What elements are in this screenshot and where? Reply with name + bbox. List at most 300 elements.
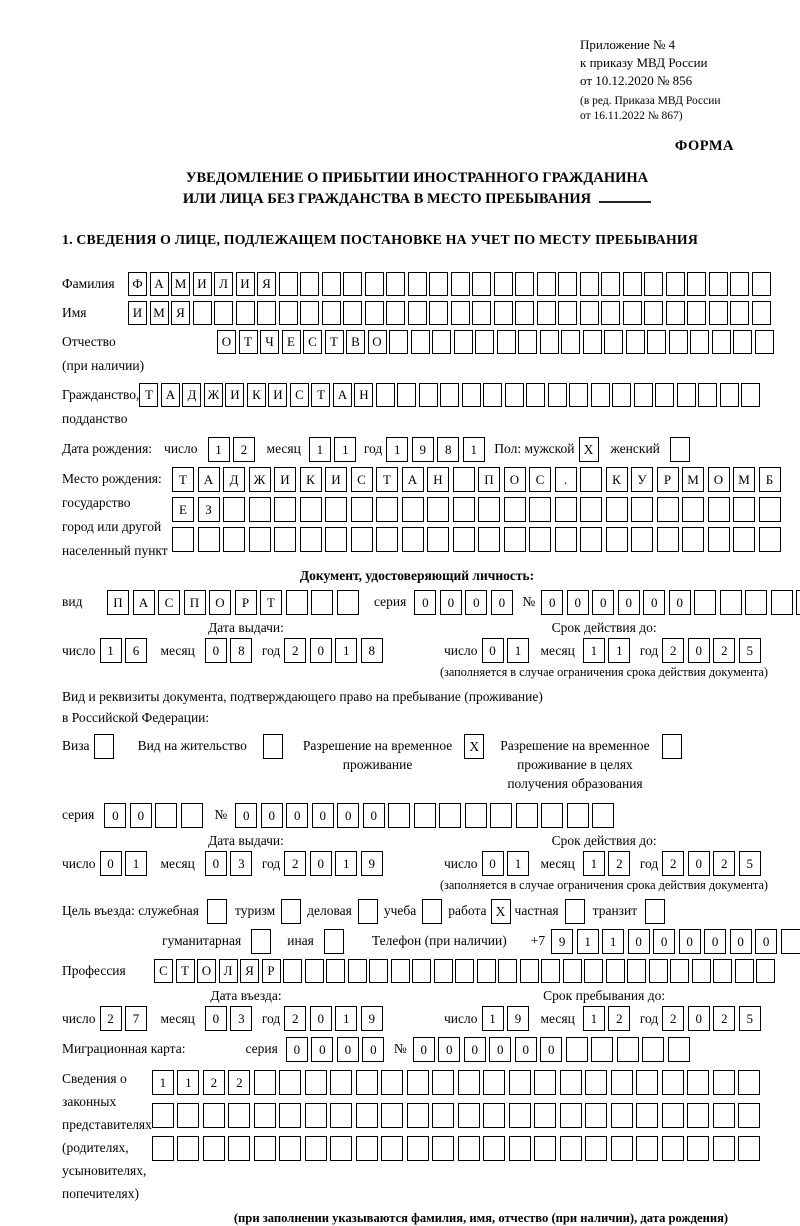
purpose-other-checkbox[interactable] xyxy=(324,929,344,954)
form-cell[interactable] xyxy=(483,1070,505,1095)
purpose-private-checkbox[interactable] xyxy=(565,899,585,924)
form-cell[interactable]: О xyxy=(209,590,231,615)
form-cell[interactable] xyxy=(305,959,324,983)
form-cell[interactable]: 9 xyxy=(551,929,573,954)
form-cell[interactable]: 0 xyxy=(312,803,334,828)
form-cell[interactable]: 1 xyxy=(177,1070,199,1095)
form-cell[interactable]: А xyxy=(161,383,180,407)
form-cell[interactable] xyxy=(666,301,685,325)
form-cell[interactable]: 0 xyxy=(688,851,710,876)
form-cell[interactable] xyxy=(516,803,538,828)
form-cell[interactable] xyxy=(529,497,551,522)
form-cell[interactable] xyxy=(330,1103,352,1128)
form-cell[interactable]: 1 xyxy=(482,1006,504,1031)
form-cell[interactable]: 0 xyxy=(363,803,385,828)
form-cell[interactable] xyxy=(381,1103,403,1128)
form-cell[interactable] xyxy=(453,527,475,552)
form-cell[interactable]: 9 xyxy=(361,1006,383,1031)
form-cell[interactable] xyxy=(376,497,398,522)
form-cell[interactable]: 0 xyxy=(592,590,614,615)
form-cell[interactable]: М xyxy=(150,301,169,325)
form-cell[interactable]: 0 xyxy=(464,1037,486,1062)
form-cell[interactable] xyxy=(666,272,685,296)
form-cell[interactable]: Р xyxy=(657,467,679,492)
form-cell[interactable] xyxy=(585,1136,607,1161)
form-cell[interactable]: 0 xyxy=(286,1037,308,1062)
form-cell[interactable]: 0 xyxy=(653,929,675,954)
form-cell[interactable]: 1 xyxy=(335,1006,357,1031)
form-cell[interactable] xyxy=(337,590,359,615)
form-cell[interactable]: 0 xyxy=(730,929,752,954)
form-cell[interactable] xyxy=(759,527,781,552)
form-cell[interactable] xyxy=(330,1136,352,1161)
form-cell[interactable]: С xyxy=(290,383,309,407)
form-cell[interactable]: 0 xyxy=(310,638,332,663)
form-cell[interactable]: С xyxy=(529,467,551,492)
form-cell[interactable]: О xyxy=(197,959,216,983)
form-cell[interactable]: 0 xyxy=(688,1006,710,1031)
form-cell[interactable]: П xyxy=(184,590,206,615)
form-cell[interactable] xyxy=(730,272,749,296)
form-cell[interactable]: Т xyxy=(139,383,158,407)
form-cell[interactable] xyxy=(305,1070,327,1095)
form-cell[interactable]: 0 xyxy=(438,1037,460,1062)
form-cell[interactable] xyxy=(434,959,453,983)
form-cell[interactable] xyxy=(172,527,194,552)
form-cell[interactable] xyxy=(305,1103,327,1128)
form-cell[interactable]: М xyxy=(171,272,190,296)
form-cell[interactable] xyxy=(305,1136,327,1161)
form-cell[interactable] xyxy=(458,1103,480,1128)
form-cell[interactable] xyxy=(529,527,551,552)
form-cell[interactable]: Т xyxy=(311,383,330,407)
form-cell[interactable] xyxy=(279,1103,301,1128)
form-cell[interactable] xyxy=(580,527,602,552)
form-cell[interactable] xyxy=(381,1070,403,1095)
form-cell[interactable]: 2 xyxy=(713,638,735,663)
form-cell[interactable]: И xyxy=(325,467,347,492)
form-cell[interactable] xyxy=(152,1103,174,1128)
form-cell[interactable] xyxy=(453,467,475,492)
form-cell[interactable] xyxy=(483,383,502,407)
form-cell[interactable] xyxy=(631,527,653,552)
form-cell[interactable] xyxy=(515,272,534,296)
form-cell[interactable]: О xyxy=(708,467,730,492)
form-cell[interactable]: Т xyxy=(239,330,258,354)
form-cell[interactable] xyxy=(580,467,602,492)
form-cell[interactable] xyxy=(402,527,424,552)
form-cell[interactable]: А xyxy=(150,272,169,296)
form-cell[interactable]: Б xyxy=(759,467,781,492)
form-cell[interactable]: 0 xyxy=(489,1037,511,1062)
form-cell[interactable] xyxy=(458,1070,480,1095)
form-cell[interactable]: 2 xyxy=(608,1006,630,1031)
form-cell[interactable] xyxy=(407,1070,429,1095)
form-cell[interactable]: С xyxy=(303,330,322,354)
form-cell[interactable]: 1 xyxy=(507,851,529,876)
form-cell[interactable] xyxy=(592,803,614,828)
form-cell[interactable] xyxy=(756,959,775,983)
form-cell[interactable]: 0 xyxy=(704,929,726,954)
form-cell[interactable] xyxy=(709,272,728,296)
form-cell[interactable] xyxy=(432,330,451,354)
form-cell[interactable]: 0 xyxy=(643,590,665,615)
form-cell[interactable]: 0 xyxy=(688,638,710,663)
form-cell[interactable] xyxy=(203,1103,225,1128)
form-cell[interactable]: 1 xyxy=(334,437,356,462)
form-cell[interactable]: 0 xyxy=(310,1006,332,1031)
form-cell[interactable] xyxy=(254,1136,276,1161)
form-cell[interactable] xyxy=(408,301,427,325)
form-cell[interactable] xyxy=(325,497,347,522)
form-cell[interactable] xyxy=(356,1136,378,1161)
form-cell[interactable] xyxy=(249,527,271,552)
form-cell[interactable]: 2 xyxy=(228,1070,250,1095)
form-cell[interactable]: Н xyxy=(354,383,373,407)
form-cell[interactable]: Я xyxy=(171,301,190,325)
form-cell[interactable]: И xyxy=(268,383,287,407)
form-cell[interactable] xyxy=(694,590,716,615)
form-cell[interactable]: 0 xyxy=(205,851,227,876)
form-cell[interactable] xyxy=(591,1037,613,1062)
form-cell[interactable] xyxy=(402,497,424,522)
form-cell[interactable] xyxy=(254,1103,276,1128)
form-cell[interactable]: 1 xyxy=(583,851,605,876)
form-cell[interactable] xyxy=(407,1136,429,1161)
purpose-tourism-checkbox[interactable] xyxy=(281,899,301,924)
form-cell[interactable] xyxy=(381,1136,403,1161)
form-cell[interactable]: 2 xyxy=(284,851,306,876)
form-cell[interactable] xyxy=(389,330,408,354)
form-cell[interactable] xyxy=(569,383,588,407)
form-cell[interactable]: М xyxy=(682,467,704,492)
form-cell[interactable]: 3 xyxy=(230,851,252,876)
form-cell[interactable] xyxy=(655,383,674,407)
form-cell[interactable] xyxy=(781,929,800,954)
form-cell[interactable] xyxy=(649,959,668,983)
form-cell[interactable]: Н xyxy=(427,467,449,492)
form-cell[interactable] xyxy=(504,527,526,552)
form-cell[interactable] xyxy=(738,1136,760,1161)
form-cell[interactable]: 1 xyxy=(608,638,630,663)
form-cell[interactable] xyxy=(687,1136,709,1161)
form-cell[interactable] xyxy=(453,497,475,522)
form-cell[interactable]: 5 xyxy=(739,638,761,663)
form-cell[interactable] xyxy=(687,1070,709,1095)
form-cell[interactable]: 0 xyxy=(205,1006,227,1031)
form-cell[interactable] xyxy=(351,527,373,552)
form-cell[interactable]: 2 xyxy=(203,1070,225,1095)
form-cell[interactable] xyxy=(311,590,333,615)
form-cell[interactable] xyxy=(636,1136,658,1161)
form-cell[interactable]: Л xyxy=(219,959,238,983)
form-cell[interactable] xyxy=(662,1136,684,1161)
form-cell[interactable] xyxy=(465,803,487,828)
form-cell[interactable]: 0 xyxy=(567,590,589,615)
form-cell[interactable] xyxy=(351,497,373,522)
form-cell[interactable]: 9 xyxy=(412,437,434,462)
form-cell[interactable]: 0 xyxy=(628,929,650,954)
form-cell[interactable] xyxy=(386,272,405,296)
form-cell[interactable] xyxy=(634,383,653,407)
form-cell[interactable]: 1 xyxy=(335,851,357,876)
form-cell[interactable] xyxy=(300,272,319,296)
form-cell[interactable] xyxy=(429,272,448,296)
form-cell[interactable]: 2 xyxy=(662,851,684,876)
form-cell[interactable] xyxy=(623,272,642,296)
form-cell[interactable]: Ч xyxy=(260,330,279,354)
form-cell[interactable] xyxy=(494,301,513,325)
form-cell[interactable] xyxy=(735,959,754,983)
form-cell[interactable] xyxy=(462,383,481,407)
form-cell[interactable] xyxy=(429,301,448,325)
form-cell[interactable] xyxy=(627,959,646,983)
form-cell[interactable] xyxy=(583,330,602,354)
residence-permit-checkbox[interactable] xyxy=(263,734,283,759)
form-cell[interactable] xyxy=(580,497,602,522)
form-cell[interactable]: 0 xyxy=(413,1037,435,1062)
form-cell[interactable] xyxy=(279,1070,301,1095)
form-cell[interactable]: 0 xyxy=(679,929,701,954)
form-cell[interactable] xyxy=(439,803,461,828)
form-cell[interactable] xyxy=(752,301,771,325)
form-cell[interactable]: И xyxy=(128,301,147,325)
form-cell[interactable] xyxy=(698,383,717,407)
form-cell[interactable]: З xyxy=(198,497,220,522)
form-cell[interactable] xyxy=(566,1037,588,1062)
form-cell[interactable] xyxy=(412,959,431,983)
purpose-study-checkbox[interactable] xyxy=(422,899,442,924)
form-cell[interactable] xyxy=(668,1037,690,1062)
form-cell[interactable]: Т xyxy=(325,330,344,354)
form-cell[interactable]: 2 xyxy=(284,1006,306,1031)
form-cell[interactable]: 0 xyxy=(491,590,513,615)
form-cell[interactable]: О xyxy=(368,330,387,354)
form-cell[interactable] xyxy=(155,803,177,828)
form-cell[interactable]: 0 xyxy=(482,851,504,876)
form-cell[interactable] xyxy=(369,959,388,983)
form-cell[interactable] xyxy=(580,272,599,296)
form-cell[interactable] xyxy=(483,1136,505,1161)
form-cell[interactable] xyxy=(796,590,800,615)
form-cell[interactable] xyxy=(475,330,494,354)
form-cell[interactable]: Р xyxy=(235,590,257,615)
form-cell[interactable]: К xyxy=(606,467,628,492)
form-cell[interactable] xyxy=(636,1103,658,1128)
form-cell[interactable] xyxy=(494,272,513,296)
form-cell[interactable] xyxy=(730,301,749,325)
form-cell[interactable] xyxy=(623,301,642,325)
form-cell[interactable] xyxy=(520,959,539,983)
form-cell[interactable]: 1 xyxy=(583,1006,605,1031)
form-cell[interactable] xyxy=(365,272,384,296)
form-cell[interactable] xyxy=(738,1103,760,1128)
form-cell[interactable] xyxy=(432,1136,454,1161)
form-cell[interactable]: О xyxy=(504,467,526,492)
form-cell[interactable] xyxy=(741,383,760,407)
form-cell[interactable] xyxy=(152,1136,174,1161)
form-cell[interactable] xyxy=(733,330,752,354)
form-cell[interactable]: Р xyxy=(262,959,281,983)
purpose-business-checkbox[interactable] xyxy=(358,899,378,924)
form-cell[interactable] xyxy=(326,959,345,983)
form-cell[interactable]: 1 xyxy=(152,1070,174,1095)
form-cell[interactable] xyxy=(708,497,730,522)
form-cell[interactable] xyxy=(611,1070,633,1095)
form-cell[interactable]: И xyxy=(236,272,255,296)
form-cell[interactable]: 0 xyxy=(104,803,126,828)
form-cell[interactable] xyxy=(497,330,516,354)
form-cell[interactable] xyxy=(604,330,623,354)
form-cell[interactable]: 8 xyxy=(437,437,459,462)
form-cell[interactable]: А xyxy=(133,590,155,615)
form-cell[interactable] xyxy=(322,272,341,296)
form-cell[interactable] xyxy=(759,497,781,522)
form-cell[interactable]: 0 xyxy=(755,929,777,954)
form-cell[interactable]: Д xyxy=(223,467,245,492)
form-cell[interactable] xyxy=(682,527,704,552)
form-cell[interactable] xyxy=(606,497,628,522)
form-cell[interactable]: Е xyxy=(172,497,194,522)
form-cell[interactable]: 1 xyxy=(208,437,230,462)
form-cell[interactable]: Т xyxy=(172,467,194,492)
form-cell[interactable]: 2 xyxy=(662,638,684,663)
form-cell[interactable] xyxy=(670,959,689,983)
form-cell[interactable]: 1 xyxy=(507,638,529,663)
form-cell[interactable] xyxy=(558,272,577,296)
form-cell[interactable] xyxy=(391,959,410,983)
form-cell[interactable]: 2 xyxy=(100,1006,122,1031)
form-cell[interactable]: 0 xyxy=(540,1037,562,1062)
form-cell[interactable]: П xyxy=(107,590,129,615)
form-cell[interactable] xyxy=(537,301,556,325)
form-cell[interactable] xyxy=(555,527,577,552)
form-cell[interactable] xyxy=(300,497,322,522)
form-cell[interactable] xyxy=(601,301,620,325)
form-cell[interactable] xyxy=(279,301,298,325)
form-cell[interactable] xyxy=(214,301,233,325)
form-cell[interactable] xyxy=(223,497,245,522)
form-cell[interactable] xyxy=(518,330,537,354)
form-cell[interactable]: Л xyxy=(214,272,233,296)
form-cell[interactable] xyxy=(580,301,599,325)
form-cell[interactable]: 0 xyxy=(286,803,308,828)
form-cell[interactable] xyxy=(274,497,296,522)
form-cell[interactable] xyxy=(534,1136,556,1161)
form-cell[interactable] xyxy=(515,301,534,325)
form-cell[interactable] xyxy=(733,527,755,552)
form-cell[interactable]: 2 xyxy=(713,1006,735,1031)
form-cell[interactable] xyxy=(662,1070,684,1095)
form-cell[interactable]: 0 xyxy=(669,590,691,615)
form-cell[interactable] xyxy=(483,1103,505,1128)
form-cell[interactable] xyxy=(713,1103,735,1128)
form-cell[interactable] xyxy=(708,527,730,552)
form-cell[interactable] xyxy=(279,1136,301,1161)
form-cell[interactable]: 1 xyxy=(583,638,605,663)
form-cell[interactable] xyxy=(356,1103,378,1128)
form-cell[interactable] xyxy=(540,330,559,354)
form-cell[interactable] xyxy=(249,497,271,522)
form-cell[interactable] xyxy=(427,527,449,552)
form-cell[interactable]: . xyxy=(555,467,577,492)
form-cell[interactable] xyxy=(440,383,459,407)
form-cell[interactable]: Д xyxy=(182,383,201,407)
form-cell[interactable] xyxy=(712,330,731,354)
form-cell[interactable] xyxy=(365,301,384,325)
form-cell[interactable]: Ф xyxy=(128,272,147,296)
form-cell[interactable]: И xyxy=(225,383,244,407)
form-cell[interactable]: 1 xyxy=(602,929,624,954)
form-cell[interactable] xyxy=(561,330,580,354)
form-cell[interactable]: 0 xyxy=(205,638,227,663)
form-cell[interactable] xyxy=(611,1136,633,1161)
form-cell[interactable]: Я xyxy=(240,959,259,983)
form-cell[interactable]: 1 xyxy=(100,638,122,663)
form-cell[interactable]: 8 xyxy=(230,638,252,663)
purpose-official-checkbox[interactable] xyxy=(207,899,227,924)
form-cell[interactable] xyxy=(203,1136,225,1161)
form-cell[interactable]: 1 xyxy=(386,437,408,462)
form-cell[interactable] xyxy=(451,301,470,325)
form-cell[interactable]: М xyxy=(733,467,755,492)
form-cell[interactable] xyxy=(509,1103,531,1128)
form-cell[interactable]: Т xyxy=(376,467,398,492)
form-cell[interactable] xyxy=(300,527,322,552)
form-cell[interactable] xyxy=(181,803,203,828)
form-cell[interactable] xyxy=(752,272,771,296)
form-cell[interactable]: 0 xyxy=(515,1037,537,1062)
visa-checkbox[interactable] xyxy=(94,734,114,759)
form-cell[interactable] xyxy=(669,330,688,354)
form-cell[interactable] xyxy=(177,1136,199,1161)
form-cell[interactable]: 7 xyxy=(125,1006,147,1031)
form-cell[interactable]: 0 xyxy=(362,1037,384,1062)
form-cell[interactable] xyxy=(279,272,298,296)
form-cell[interactable] xyxy=(432,1070,454,1095)
form-cell[interactable] xyxy=(458,1136,480,1161)
form-cell[interactable] xyxy=(283,959,302,983)
form-cell[interactable] xyxy=(254,1070,276,1095)
form-cell[interactable] xyxy=(585,1070,607,1095)
form-cell[interactable] xyxy=(636,1070,658,1095)
form-cell[interactable]: К xyxy=(247,383,266,407)
form-cell[interactable] xyxy=(274,527,296,552)
form-cell[interactable]: О xyxy=(217,330,236,354)
form-cell[interactable] xyxy=(537,272,556,296)
form-cell[interactable] xyxy=(555,497,577,522)
form-cell[interactable]: Е xyxy=(282,330,301,354)
form-cell[interactable] xyxy=(692,959,711,983)
form-cell[interactable]: А xyxy=(198,467,220,492)
form-cell[interactable]: 0 xyxy=(130,803,152,828)
form-cell[interactable]: 2 xyxy=(608,851,630,876)
form-cell[interactable] xyxy=(228,1103,250,1128)
form-cell[interactable] xyxy=(687,301,706,325)
form-cell[interactable]: С xyxy=(351,467,373,492)
form-cell[interactable]: 1 xyxy=(309,437,331,462)
form-cell[interactable] xyxy=(631,497,653,522)
form-cell[interactable] xyxy=(687,1103,709,1128)
form-cell[interactable] xyxy=(738,1070,760,1095)
form-cell[interactable] xyxy=(755,330,774,354)
form-cell[interactable] xyxy=(720,383,739,407)
form-cell[interactable]: 0 xyxy=(465,590,487,615)
form-cell[interactable]: С xyxy=(158,590,180,615)
form-cell[interactable] xyxy=(419,383,438,407)
form-cell[interactable] xyxy=(330,1070,352,1095)
form-cell[interactable] xyxy=(745,590,767,615)
